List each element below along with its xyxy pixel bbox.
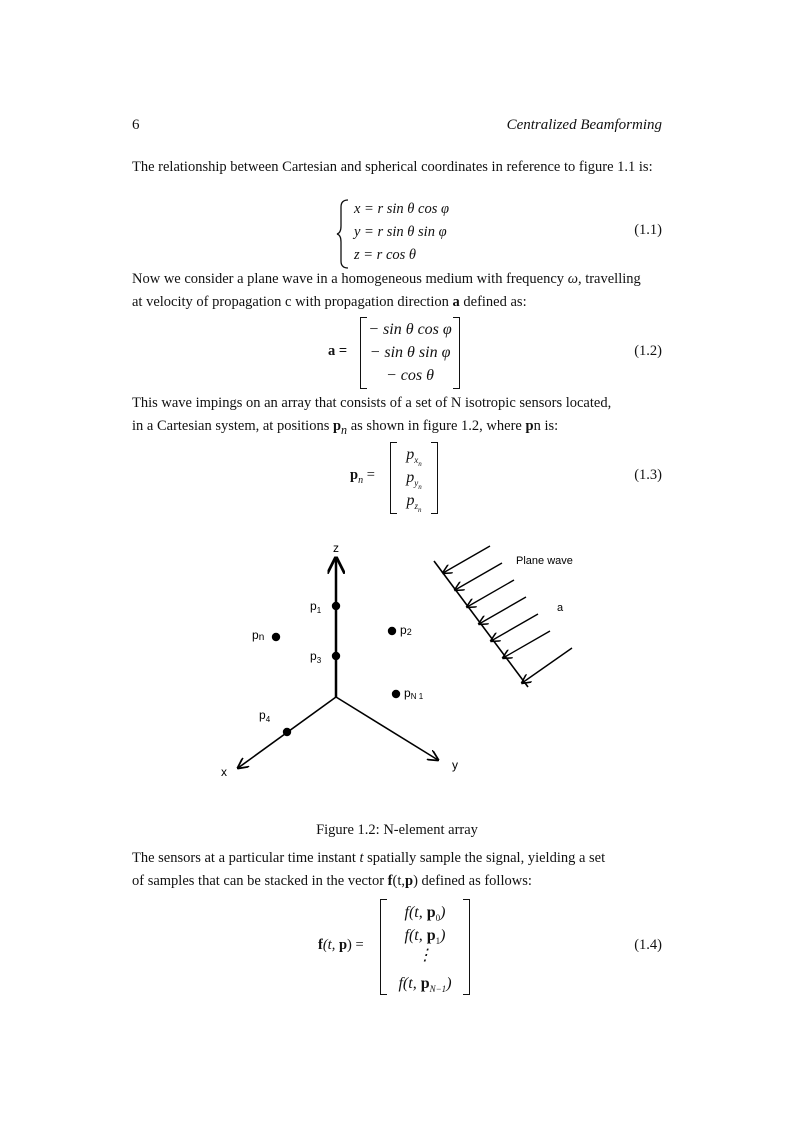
paragraph-3-text-a: in a Cartesian system, at positions: [132, 418, 333, 434]
cell-sub: 0: [435, 913, 441, 924]
cell-base: p: [406, 446, 415, 463]
cell-post: ): [440, 904, 446, 921]
cell-sub: 1: [435, 936, 441, 947]
sensor-p4: [283, 728, 291, 736]
wave-arrow: [443, 546, 490, 573]
page-header: [132, 117, 662, 137]
label-p3: $p_3$: [310, 649, 322, 665]
cell-post: ): [440, 927, 446, 944]
time-symbol: t: [359, 850, 364, 866]
lhs-open: (t,: [322, 937, 339, 953]
label-p1: $p_1$: [310, 599, 322, 615]
position-vector-subscript-2: n: [533, 418, 541, 434]
wave-arrow: [455, 563, 502, 590]
equation-line-z: z = r cos θ: [354, 247, 417, 263]
lhs-f: f: [318, 937, 323, 953]
cell-pre: f(t,: [404, 904, 427, 921]
equation-1-3-lhs: [350, 467, 375, 486]
paragraph-4-text-d: defined as follows:: [417, 873, 532, 889]
left-brace-icon: [336, 198, 350, 270]
wave-arrow: [467, 580, 514, 607]
paragraph-4-arg: (t,: [392, 873, 405, 889]
matrix-cell-1: [390, 466, 438, 489]
running-title: Centralized Beamforming: [506, 117, 662, 133]
paragraph-4: [132, 847, 662, 893]
lhs-equals: =: [363, 467, 375, 483]
paragraph-3: [132, 392, 662, 442]
wave-arrow: [522, 648, 572, 683]
paragraph-4-text-a: The sensors at a particular time instant: [132, 850, 360, 866]
position-vector-subscript: n: [341, 422, 348, 437]
paragraph-3-text-c: is:: [540, 418, 559, 434]
cell-bold: p: [420, 975, 430, 992]
y-axis: [336, 697, 438, 760]
y-axis-label: y: [452, 758, 458, 772]
equation-number-1-1: (1.1): [634, 222, 662, 238]
wave-arrow: [491, 614, 538, 641]
omega-symbol: ω: [567, 271, 578, 287]
signal-vector-symbol: f: [387, 873, 393, 889]
figure-caption: Figure 1.2: N-element array: [316, 822, 478, 838]
plane-wave-label: Plane wave: [516, 555, 573, 567]
matrix-cell-3: [380, 972, 470, 995]
matrix-cells: [390, 443, 438, 512]
matrix-cell-0: [380, 901, 470, 924]
equation-1-2-lhs: a =: [328, 343, 348, 359]
paragraph-2-text-c: at velocity of propagation c with propagation direction: [132, 294, 453, 310]
paragraph-4-text-b: spatially sample the signal, yielding a set: [363, 850, 606, 866]
direction-vector-symbol: a: [452, 294, 460, 310]
vertical-ellipsis: ⋮: [417, 947, 433, 964]
cell-sub: y: [414, 478, 419, 489]
cell-bold: p: [426, 927, 436, 944]
cell-base: p: [406, 469, 415, 486]
wave-arrow: [503, 631, 550, 658]
equation-1-4-lhs: [318, 937, 364, 954]
paragraph-3-line-1: This wave impings on an array that consists of a set of N isotropic sensors located,: [132, 395, 612, 411]
x-axis-label: x: [221, 765, 227, 779]
matrix-cell-0: − sin θ cos φ: [368, 321, 452, 338]
equation-1-4-matrix: [380, 899, 470, 995]
cell-subsub: n: [418, 459, 422, 468]
matrix-cell-2: [390, 489, 438, 512]
z-axis-label: z: [333, 541, 339, 555]
matrix-cell-2: − cos θ: [386, 367, 434, 384]
cell-subsub: n: [418, 482, 422, 491]
cell-bold: p: [426, 904, 436, 921]
cell-post: ): [446, 975, 452, 992]
position-vector-symbol-2: p: [525, 418, 534, 434]
equation-1-2-matrix: [360, 317, 460, 389]
page-number: 6: [132, 117, 140, 133]
label-p2: p2: [400, 623, 412, 637]
matrix-cells: [380, 901, 470, 995]
position-vector-symbol: p: [332, 418, 342, 434]
equation-1-3-matrix: [390, 442, 438, 514]
sensor-p2: [388, 627, 396, 635]
cell-pre: f(t,: [398, 975, 421, 992]
sensor-p1: [332, 602, 340, 610]
paragraph-2-text-d: defined as:: [459, 294, 527, 310]
equation-line-y: y = r sin θ sin φ: [354, 224, 447, 240]
cell-base: p: [406, 492, 415, 509]
paragraph-2: [132, 268, 662, 314]
wave-arrow: [479, 597, 526, 624]
lhs-p: p: [338, 937, 348, 953]
equation-number-1-3: (1.3): [634, 467, 662, 483]
matrix-cell-0: [390, 443, 438, 466]
cell-pre: f(t,: [404, 927, 427, 944]
label-pN-1: pN 1: [404, 686, 424, 701]
paragraph-3-text-b: as shown in figure 1.2, where: [347, 418, 526, 434]
cell-sub: z: [414, 501, 418, 512]
lhs-close: ) =: [347, 937, 364, 953]
paragraph-4-close: ): [413, 873, 418, 889]
matrix-cell-2: [380, 947, 470, 972]
equation-line-x: x = r sin θ cos φ: [354, 201, 450, 217]
paragraph-4-text-c: of samples that can be stacked in the vector: [132, 873, 388, 889]
lhs-vector-symbol: p: [350, 467, 359, 483]
paragraph-1: The relationship between Cartesian and spherical coordinates in reference to figure 1.1 is:: [132, 159, 653, 175]
paragraph-2-text-a: Now we consider a plane wave in a homogeneous medium with frequency: [132, 271, 568, 287]
cell-sub: x: [414, 455, 419, 466]
label-pn: pn: [252, 628, 265, 643]
sensor-pn: [272, 633, 280, 641]
lhs-vector-subscript: n: [358, 474, 364, 486]
cell-sub: N−1: [429, 984, 447, 995]
matrix-cells: [360, 318, 460, 387]
equation-number-1-2: (1.2): [634, 343, 662, 359]
label-p4: $p_4$: [259, 708, 271, 724]
sensor-pN-1: [392, 690, 400, 698]
sensor-p3: [332, 652, 340, 660]
array-figure: [0, 530, 794, 810]
position-symbol: p: [405, 873, 414, 889]
equation-1-1-lines: [354, 198, 449, 267]
direction-label: a: [557, 602, 564, 614]
matrix-cell-1: [380, 924, 470, 947]
equation-number-1-4: (1.4): [634, 937, 662, 953]
cell-subsub: n: [418, 505, 422, 514]
paragraph-2-text-b: , travelling: [577, 271, 641, 287]
matrix-cell-1: − sin θ sin φ: [369, 344, 451, 361]
